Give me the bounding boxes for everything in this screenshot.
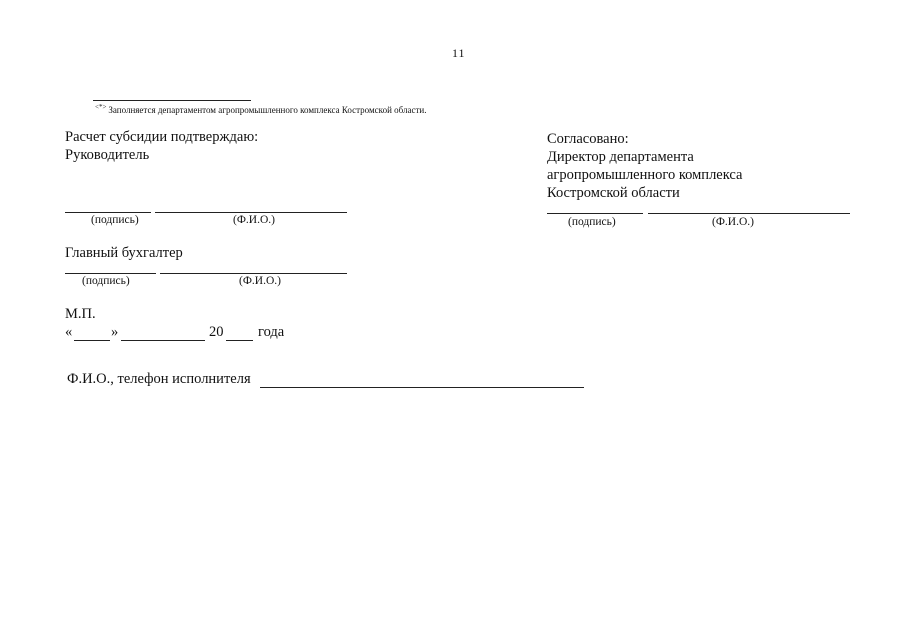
head-role: Руководитель — [65, 147, 150, 163]
executor-line[interactable] — [260, 387, 584, 388]
accountant-name-line[interactable] — [160, 273, 347, 274]
page-number: 11 — [452, 46, 466, 60]
director-name-line[interactable] — [648, 213, 850, 214]
date-close-quote: » — [111, 324, 119, 340]
accountant-role: Главный бухгалтер — [65, 245, 183, 261]
head-name-label: (Ф.И.О.) — [233, 214, 275, 226]
date-day-line[interactable] — [74, 340, 110, 341]
head-name-line[interactable] — [155, 212, 347, 213]
confirm-heading: Расчет субсидии подтверждаю: — [65, 129, 259, 145]
accountant-signature-label: (подпись) — [82, 275, 130, 287]
stamp-label: М.П. — [65, 306, 96, 322]
date-year-prefix: 20 — [209, 324, 224, 340]
director-name-label: (Ф.И.О.) — [712, 216, 754, 228]
executor-label: Ф.И.О., телефон исполнителя — [67, 371, 251, 387]
accountant-signature-line[interactable] — [65, 273, 156, 274]
director-signature-label: (подпись) — [568, 216, 616, 228]
footnote-text: Заполняется департаментом агропромышленного комплекса Костромской области. — [108, 105, 427, 115]
date-open-quote: « — [65, 324, 73, 340]
footnote — [95, 103, 427, 115]
accountant-name-label: (Ф.И.О.) — [239, 275, 281, 287]
footnote-rule — [93, 100, 251, 101]
director-line-2: агропромышленного комплекса — [547, 167, 743, 183]
director-signature-line[interactable] — [547, 213, 643, 214]
footnote-marker: <*> — [95, 103, 107, 111]
director-line-1: Директор департамента — [547, 149, 694, 165]
date-year-suffix: года — [258, 324, 285, 340]
head-signature-label: (подпись) — [91, 214, 139, 226]
head-signature-line[interactable] — [65, 212, 151, 213]
director-line-3: Костромской области — [547, 185, 680, 201]
approved-heading: Согласовано: — [547, 131, 629, 147]
date-month-line[interactable] — [121, 340, 205, 341]
date-year-line[interactable] — [226, 340, 253, 341]
